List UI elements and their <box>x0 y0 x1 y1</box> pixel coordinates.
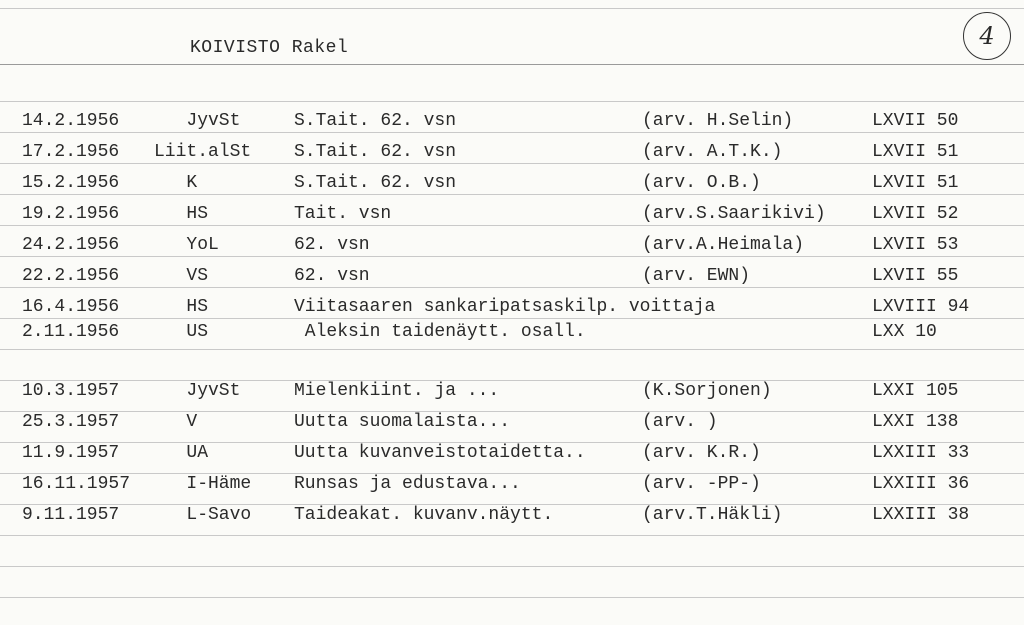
entry-description: Aleksin taidenäytt. osall. <box>294 322 586 342</box>
entry-row <box>0 173 1024 197</box>
page-number: 4 <box>979 22 995 50</box>
entry-reference: LXVIII 94 <box>872 297 970 317</box>
entry-critic: (arv.T.Häkli) <box>642 505 783 525</box>
entry-paper: YoL <box>154 235 219 255</box>
entry-row <box>0 443 1024 467</box>
entry-description: Viitasaaren sankaripatsaskilp. voittaja <box>294 297 716 317</box>
entry-critic: (arv. K.R.) <box>642 443 761 463</box>
entry-paper: L-Savo <box>154 505 252 525</box>
entry-date: 15.2.1956 <box>22 173 120 193</box>
entry-date: 16.4.1956 <box>22 297 120 317</box>
entry-paper: Liit.alSt <box>154 142 252 162</box>
entry-reference: LXVII 50 <box>872 111 959 131</box>
ruled-line <box>0 349 1024 350</box>
entry-row <box>0 474 1024 498</box>
entry-description: Tait. vsn <box>294 204 392 224</box>
entry-date: 11.9.1957 <box>22 443 120 463</box>
entry-reference: LXXIII 33 <box>872 443 970 463</box>
entry-paper: I-Häme <box>154 474 252 494</box>
entry-critic: (arv. -PP-) <box>642 474 761 494</box>
entry-description: 62. vsn <box>294 266 370 286</box>
ruled-line <box>0 8 1024 9</box>
entry-paper: US <box>154 322 209 342</box>
entry-row <box>0 412 1024 436</box>
entry-paper: JyvSt <box>154 111 241 131</box>
entry-paper: JyvSt <box>154 381 241 401</box>
entry-reference: LXVII 51 <box>872 142 959 162</box>
entry-date: 16.11.1957 <box>22 474 131 494</box>
entry-reference: LXXIII 38 <box>872 505 970 525</box>
entry-row <box>0 204 1024 228</box>
entry-row <box>0 111 1024 135</box>
entry-date: 2.11.1956 <box>22 322 120 342</box>
page-number-badge <box>963 12 1011 60</box>
entry-critic: (arv.S.Saarikivi) <box>642 204 826 224</box>
entry-critic: (arv. O.B.) <box>642 173 761 193</box>
entry-paper: V <box>154 412 198 432</box>
entry-description: Uutta kuvanveistotaidetta.. <box>294 443 586 463</box>
entry-paper: VS <box>154 266 209 286</box>
entry-critic: (arv. ) <box>642 412 718 432</box>
ruled-line <box>0 566 1024 567</box>
entry-description: Taideakat. kuvanv.näytt. <box>294 505 554 525</box>
entry-reference: LXXI 105 <box>872 381 959 401</box>
entry-critic: (arv. EWN) <box>642 266 751 286</box>
entry-row <box>0 381 1024 405</box>
entry-reference: LXVII 53 <box>872 235 959 255</box>
entry-date: 19.2.1956 <box>22 204 120 224</box>
ruled-line <box>0 101 1024 102</box>
entry-row <box>0 266 1024 290</box>
entry-date: 25.3.1957 <box>22 412 120 432</box>
entry-reference: LXXIII 36 <box>872 474 970 494</box>
ruled-line <box>0 535 1024 536</box>
entry-reference: LXVII 55 <box>872 266 959 286</box>
entry-paper: HS <box>154 297 209 317</box>
entry-critic: (arv. H.Selin) <box>642 111 794 131</box>
entry-date: 10.3.1957 <box>22 381 120 401</box>
entry-reference: LXXI 138 <box>872 412 959 432</box>
ruled-line <box>0 597 1024 598</box>
card-title: KOIVISTO Rakel <box>190 38 349 58</box>
entry-critic: (arv.A.Heimala) <box>642 235 805 255</box>
entry-critic: (arv. A.T.K.) <box>642 142 783 162</box>
entry-reference: LXVII 51 <box>872 173 959 193</box>
entry-date: 24.2.1956 <box>22 235 120 255</box>
entry-row <box>0 505 1024 529</box>
entry-row <box>0 322 1024 346</box>
entry-row <box>0 297 1024 321</box>
entry-description: Uutta suomalaista... <box>294 412 511 432</box>
entry-date: 14.2.1956 <box>22 111 120 131</box>
entry-date: 9.11.1957 <box>22 505 120 525</box>
entry-description: 62. vsn <box>294 235 370 255</box>
entry-critic: (K.Sorjonen) <box>642 381 772 401</box>
entry-description: Mielenkiint. ja ... <box>294 381 500 401</box>
entry-date: 17.2.1956 <box>22 142 120 162</box>
entry-paper: K <box>154 173 198 193</box>
entry-reference: LXVII 52 <box>872 204 959 224</box>
entry-paper: UA <box>154 443 209 463</box>
entry-description: S.Tait. 62. vsn <box>294 142 457 162</box>
entry-reference: LXX 10 <box>872 322 937 342</box>
entry-description: S.Tait. 62. vsn <box>294 173 457 193</box>
header-rule <box>0 64 1024 65</box>
entry-description: Runsas ja edustava... <box>294 474 521 494</box>
entry-row <box>0 235 1024 259</box>
entry-date: 22.2.1956 <box>22 266 120 286</box>
entry-paper: HS <box>154 204 209 224</box>
entry-row <box>0 142 1024 166</box>
entry-description: S.Tait. 62. vsn <box>294 111 457 131</box>
